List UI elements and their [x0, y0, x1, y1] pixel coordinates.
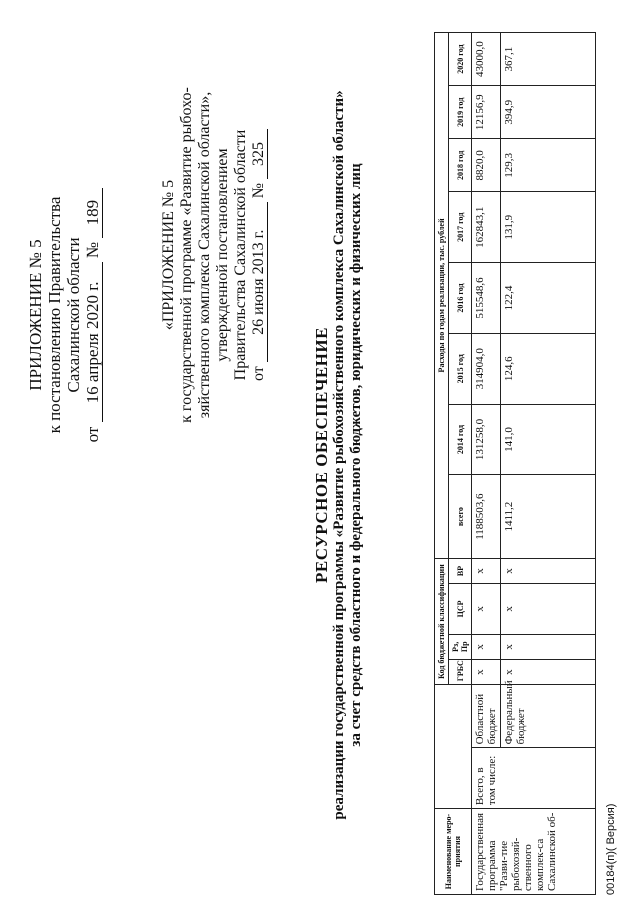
table-header-row-1 [435, 33, 449, 895]
header-csr: ЦСР [449, 584, 472, 635]
program-appendix-line-1: к государственной программе «Развитие рыбохо- [177, 87, 195, 423]
header-2014: 2014 год [449, 404, 472, 475]
header-2015: 2015 год [449, 333, 472, 404]
value-cell: 314904,0 [472, 333, 501, 404]
header-2019: 2019 год [449, 86, 472, 139]
appendix-line-1: к постановлению Правительства [45, 196, 65, 434]
kbk-cell: х [472, 659, 501, 684]
program-appendix-number: 325 [250, 129, 269, 179]
appendix-no-label: № [83, 241, 103, 259]
heading-line-2: реализации государственной программы «Развитие рыбохозяйственного комплекса Сахалинской области» [331, 90, 348, 820]
source-cell: Областной бюджет [472, 685, 501, 748]
value-cell: 394,9 [501, 86, 596, 139]
document-heading [312, 25, 365, 885]
value-cell: 367,1 [501, 33, 596, 86]
header-scope-blank [435, 685, 472, 809]
table-row [472, 33, 501, 895]
program-appendix-no-label: № [249, 182, 267, 199]
program-appendix-line-3: утвержденной постановлением [213, 148, 231, 362]
appendix-number: 189 [83, 188, 103, 238]
kbk-cell: х [472, 634, 501, 659]
appendix-title: ПРИЛОЖЕНИЕ № 5 [26, 239, 45, 391]
header-name: Наименование меро-приятия [435, 809, 472, 895]
value-cell: 515548,6 [472, 263, 501, 334]
header-2016: 2016 год [449, 263, 472, 334]
header-expenses: Расходы по годам реализации, тыс. рублей [435, 33, 449, 559]
value-cell: 122,4 [501, 263, 596, 334]
program-appendix-date: 26 июня 2013 г. [250, 202, 269, 362]
program-appendix-title: «ПРИЛОЖЕНИЕ № 5 [160, 179, 177, 331]
heading-line-3: за счет средств областного и федерального бюджетов, юридических и физических лиц [347, 163, 364, 747]
appendix-date-line [83, 25, 103, 605]
value-cell: 141,0 [501, 404, 596, 475]
program-appendix-line-4: Правительства Сахалинской области [231, 129, 249, 381]
header-2018: 2018 год [449, 139, 472, 192]
kbk-cell: х [501, 584, 596, 635]
source-cell: Федеральный бюджет [501, 685, 596, 748]
value-cell: 124,6 [501, 333, 596, 404]
value-cell: 162843,1 [472, 192, 501, 263]
program-appendix-date-line [250, 25, 269, 485]
appendix-from-label: от [83, 426, 103, 443]
program-appendix-from-label: от [249, 366, 267, 382]
appendix-date: 16 апреля 2020 г. [83, 262, 103, 422]
kbk-cell: х [472, 584, 501, 635]
footer-code: 00184(п)( Версия) [605, 803, 617, 895]
value-cell: 1188503,6 [472, 475, 501, 558]
appendix-block [26, 25, 103, 605]
header-2017: 2017 год [449, 192, 472, 263]
value-cell: 129,3 [501, 139, 596, 192]
program-name-cell: Государственная программа "Разви-тие рыбохозяй-ственного комплек-са Сахалинской об- [472, 809, 596, 895]
header-grbs: ГРБС [449, 659, 472, 684]
value-cell: 131258,0 [472, 404, 501, 475]
kbk-cell: х [501, 659, 596, 684]
kbk-cell: х [501, 634, 596, 659]
value-cell: 12156,9 [472, 86, 501, 139]
header-rz-pr: Рз, Пр [449, 634, 472, 659]
program-appendix-block [160, 25, 268, 485]
value-cell: 8820,0 [472, 139, 501, 192]
program-appendix-line-2: зяйственного комплекса Сахалинской области», [195, 91, 213, 419]
value-cell: 1411,2 [501, 475, 596, 558]
header-vr: ВР [449, 558, 472, 583]
program-scope-cell: Всего, в том числе: [472, 748, 596, 809]
kbk-cell: х [501, 558, 596, 583]
value-cell: 43000,0 [472, 33, 501, 86]
resource-table [434, 32, 596, 895]
value-cell: 131,9 [501, 192, 596, 263]
heading-title: РЕСУРСНОЕ ОБЕСПЕЧЕНИЕ [312, 327, 331, 583]
appendix-line-2: Сахалинской области [64, 237, 84, 393]
header-total: всего [449, 475, 472, 558]
header-kbk: Код бюджетной классификации [435, 558, 449, 684]
header-2020: 2020 год [449, 33, 472, 86]
kbk-cell: х [472, 558, 501, 583]
